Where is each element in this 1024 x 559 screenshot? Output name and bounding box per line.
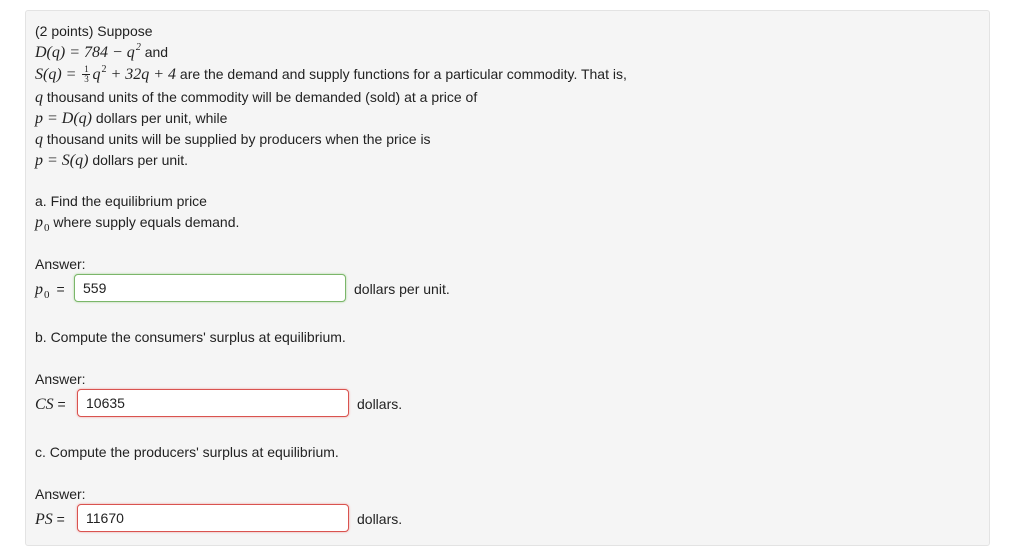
var-ps: PS — [35, 511, 53, 528]
supply-tail: are the demand and supply functions for a particular commodity. That is, — [176, 66, 627, 82]
var-q: q — [35, 131, 43, 148]
p0-input[interactable]: 559 — [74, 274, 346, 302]
demand-math: D(q) = 784 − q — [35, 44, 135, 61]
frac-den: 3 — [84, 74, 89, 84]
text-line — [35, 108, 227, 128]
text-line — [35, 150, 188, 170]
text: thousand units of the commodity will be demanded (sold) at a price of — [43, 89, 478, 105]
demand-exponent: 2 — [135, 42, 141, 53]
unit-label: dollars per unit. — [354, 281, 450, 297]
text: thousand units will be supplied by producers when the price is — [43, 131, 431, 147]
cs-input[interactable]: 10635 — [77, 389, 349, 417]
math: p = S(q) — [35, 152, 89, 169]
part-b-question: b. Compute the consumers' surplus at equilibrium. — [35, 329, 346, 345]
ps-input[interactable]: 11670 — [77, 504, 349, 532]
part-c-question: c. Compute the producers' surplus at equilibrium. — [35, 444, 339, 460]
var-cs: CS — [35, 396, 54, 413]
text-line — [35, 129, 431, 149]
text: dollars per unit, while — [92, 110, 228, 126]
supply-lhs: S(q) = — [35, 66, 81, 83]
var-p: p — [35, 281, 43, 298]
unit-label: dollars. — [357, 396, 403, 412]
ps-label — [35, 509, 65, 529]
supply-function — [35, 64, 627, 84]
var-q: q — [35, 89, 43, 106]
unit-label: dollars. — [357, 511, 403, 527]
text: where supply equals demand. — [49, 214, 240, 230]
var-p: p — [35, 214, 43, 231]
cs-label — [35, 394, 66, 414]
frac-num: 1 — [84, 64, 89, 74]
p0-label — [35, 279, 65, 299]
part-a-question-2 — [35, 212, 239, 232]
text-line — [35, 87, 477, 107]
problem-panel — [25, 10, 990, 546]
answer-label: Answer: — [35, 256, 86, 272]
supply-rest: + 32q + 4 — [106, 66, 177, 83]
answer-label: Answer: — [35, 371, 86, 387]
text: dollars per unit. — [88, 152, 189, 168]
equals: = — [53, 396, 66, 412]
equals: = — [56, 281, 65, 297]
part-a-question: a. Find the equilibrium price — [35, 193, 207, 209]
supply-exponent: 2 — [101, 64, 107, 75]
subscript: 0 — [44, 289, 50, 301]
demand-tail: and — [140, 44, 169, 60]
fraction — [82, 64, 90, 84]
demand-function — [35, 42, 168, 62]
answer-label: Answer: — [35, 486, 86, 502]
points-label: (2 points) Suppose — [35, 23, 153, 39]
equals: = — [52, 511, 65, 527]
supply-q: q — [92, 66, 101, 83]
subscript: 0 — [44, 222, 50, 234]
math: p = D(q) — [35, 110, 93, 127]
